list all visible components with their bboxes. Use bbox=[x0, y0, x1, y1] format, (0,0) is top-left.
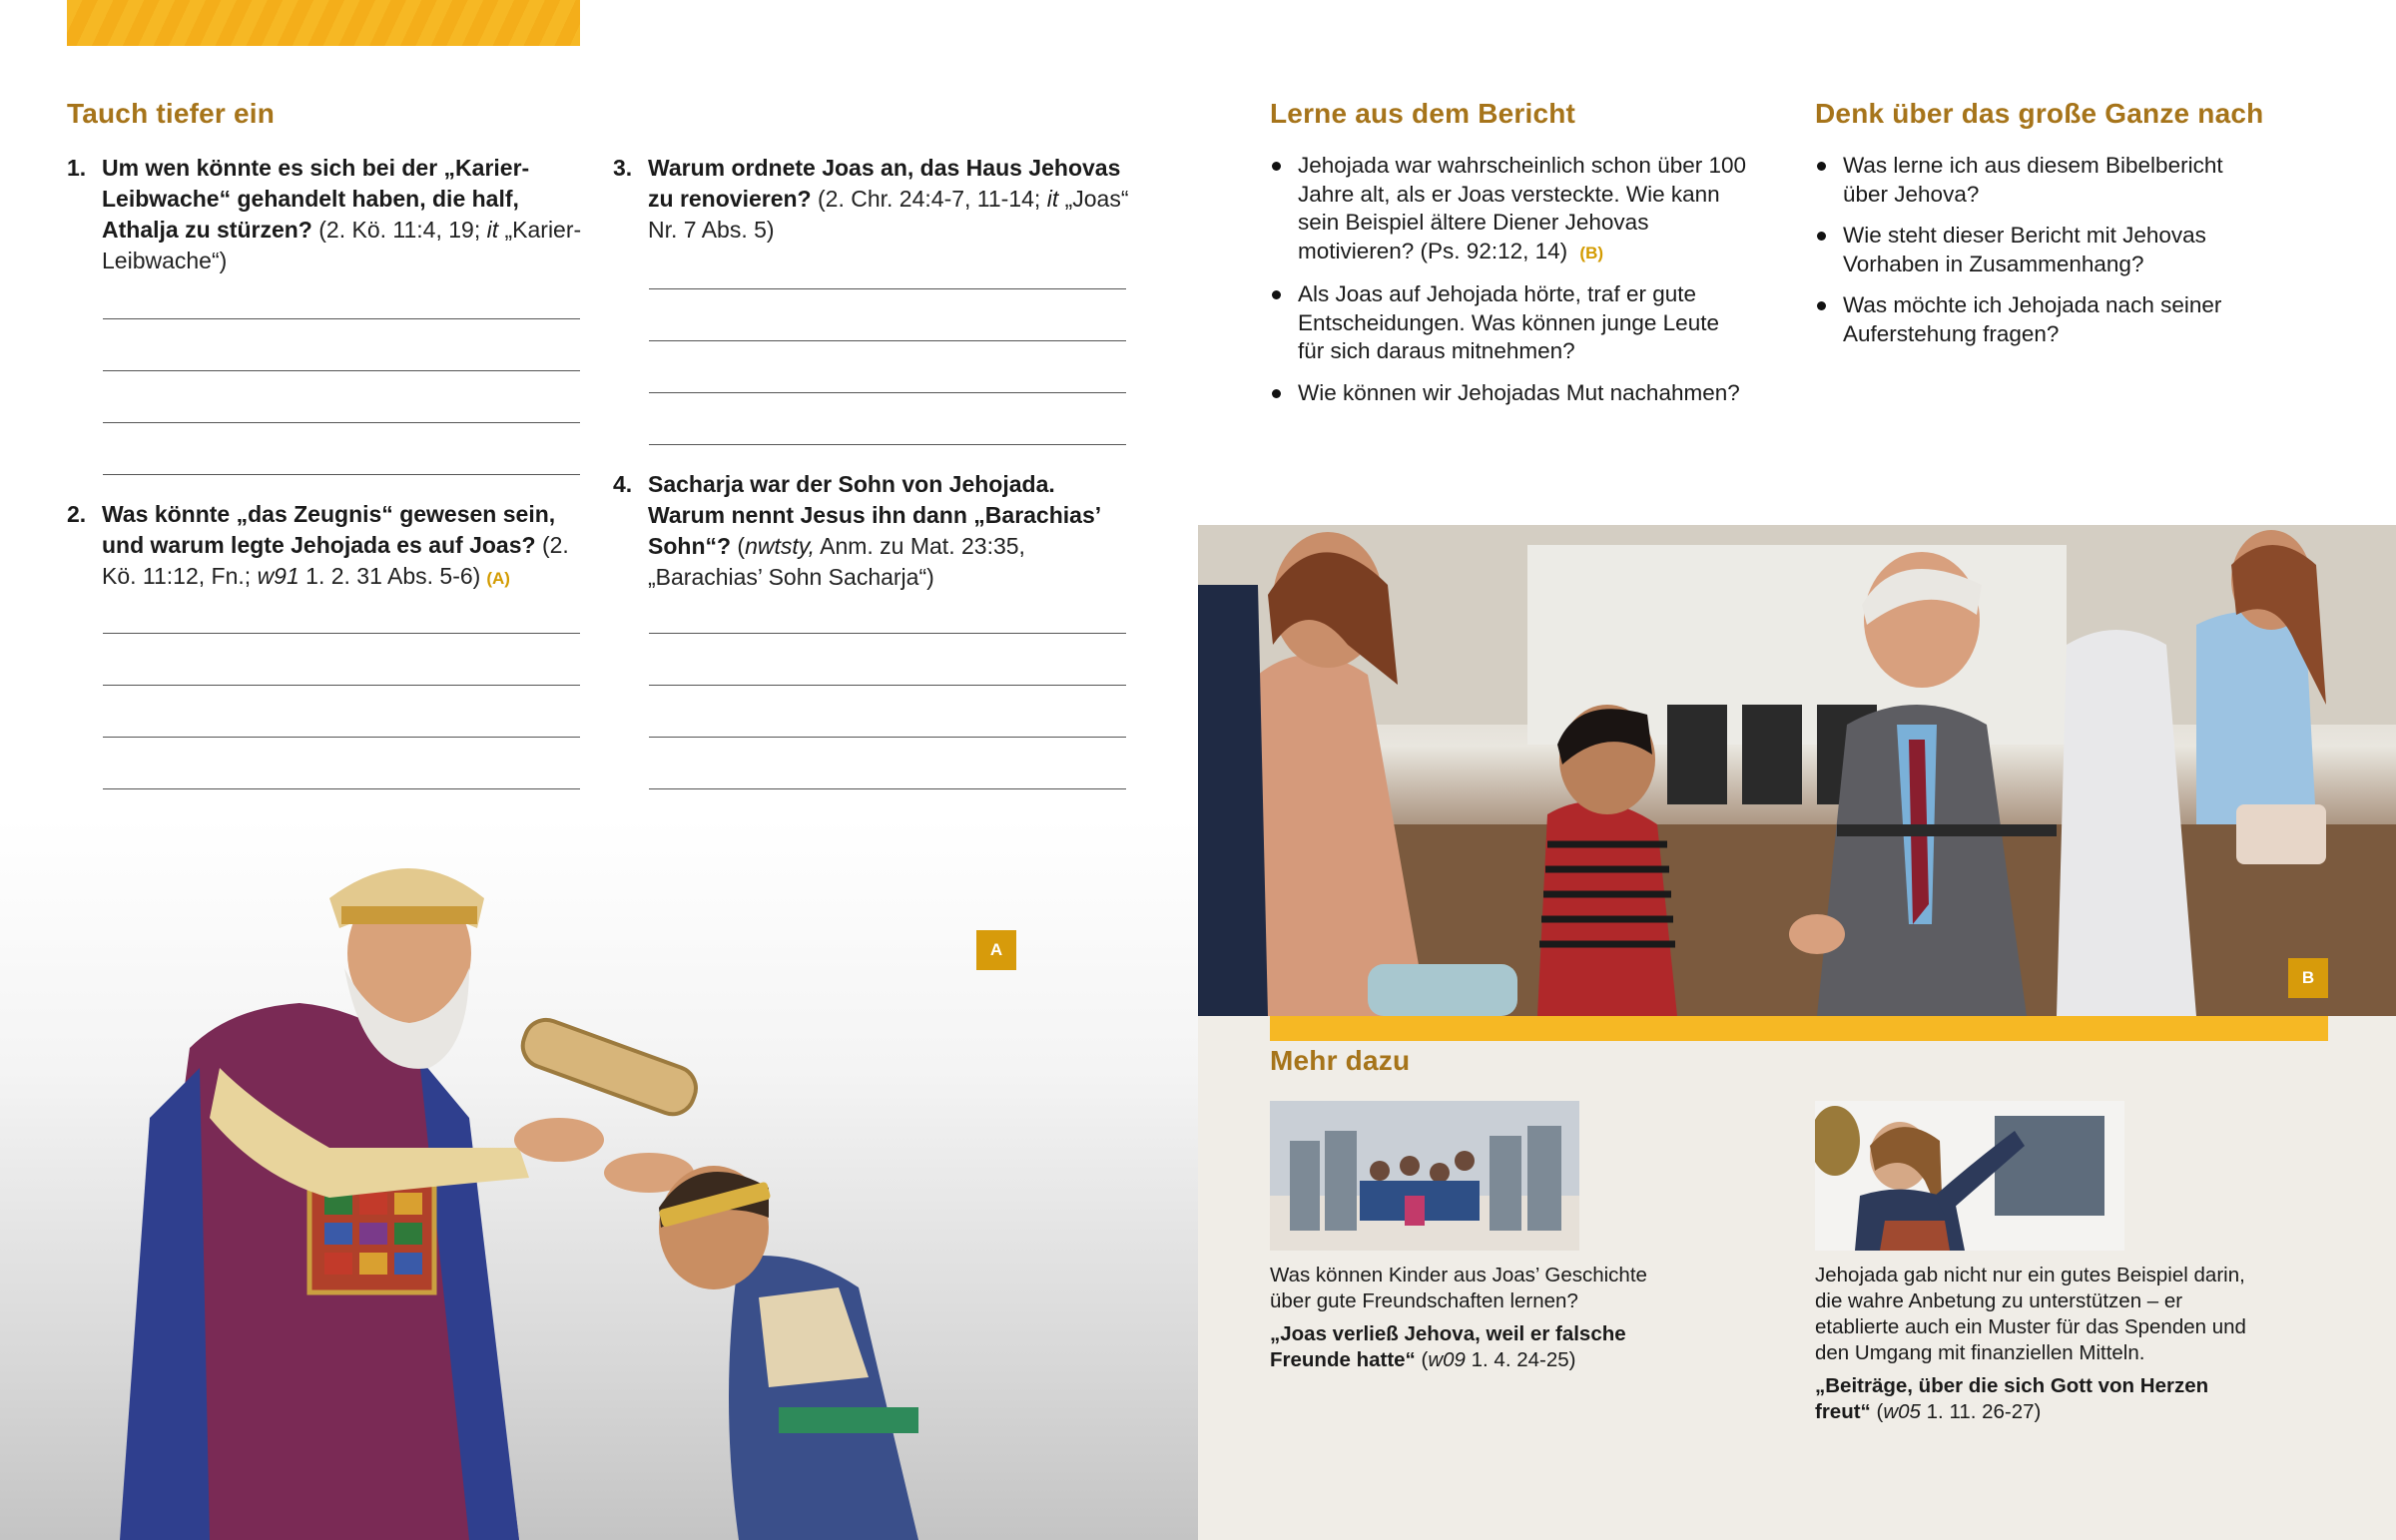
reference-open: ( bbox=[1415, 1348, 1429, 1371]
question-number: 3. bbox=[613, 155, 633, 181]
answer-lines-2[interactable] bbox=[103, 582, 580, 789]
question-number: 2. bbox=[67, 501, 87, 527]
question-1 bbox=[67, 153, 586, 276]
bullet-text: Jehojada war wahrscheinlich schon über 100 Jahre alt, als er Joas versteckte. Wie kann sein Beispiel ältere Diener Jehovas motivieren? (Ps. 92:12, 14) bbox=[1298, 153, 1747, 263]
question-text: Warum ordnete Joas an, das Haus Jehovas zu renovieren? bbox=[648, 155, 1121, 212]
publication-abbrev: w09 bbox=[1428, 1348, 1466, 1371]
publication-abbrev: it bbox=[1046, 186, 1059, 212]
lesson-bullet-list bbox=[1270, 152, 1749, 420]
lesson-bullet: Als Joas auf Jehojada hörte, traf er gute Entscheidungen. Was können junge Leute für sich daraus mitnehmen? bbox=[1270, 280, 1749, 366]
publication-abbrev: w05 bbox=[1883, 1400, 1921, 1423]
question-text: Was könnte „das Zeugnis“ gewesen sein, und warum legte Jehojada es auf Joas? bbox=[102, 501, 556, 558]
question-number: 1. bbox=[67, 155, 87, 181]
more-item-description: Was können Kinder aus Joas’ Geschichte über gute Freundschaften lernen? bbox=[1270, 1264, 1647, 1312]
priest-crowning-boy-illustration bbox=[0, 818, 1198, 1540]
decorative-gold-banner bbox=[67, 0, 580, 46]
question-reference: (2. Kö. 11:12, Fn.; bbox=[102, 532, 569, 589]
answer-lines-3[interactable] bbox=[649, 238, 1126, 445]
publication-abbrev: it bbox=[486, 217, 499, 243]
publication-abbrev: w91 bbox=[257, 563, 300, 589]
answer-lines-4[interactable] bbox=[649, 582, 1126, 789]
publication-abbrev: nwtsty, bbox=[745, 533, 815, 559]
image-tag-a: (A) bbox=[486, 569, 510, 588]
question-text: Um wen könnte es sich bei der „Karier-Leibwache“ gehandelt haben, die half, Athalja zu stürzen? bbox=[102, 155, 530, 243]
question-3 bbox=[613, 153, 1132, 246]
answer-lines-1[interactable] bbox=[103, 267, 580, 475]
reference-open: ( bbox=[1870, 1400, 1884, 1423]
lesson-bullet bbox=[1270, 152, 1749, 267]
question-2 bbox=[67, 499, 596, 594]
photo-elder-greeting-child bbox=[1198, 525, 2396, 1016]
question-text: Sacharja war der Sohn von Jehojada. Warum nennt Jesus ihn dann „Barachias’ Sohn“? bbox=[648, 471, 1100, 559]
image-badge-a: A bbox=[976, 930, 1016, 970]
image-tag-b: (B) bbox=[1579, 243, 1604, 262]
reference-close: 1. 11. 26-27) bbox=[1920, 1400, 2042, 1423]
big-picture-bullet: Wie steht dieser Bericht mit Jehovas Vorhaben in Zusammenhang? bbox=[1815, 222, 2264, 278]
more-info-accent-bar bbox=[1270, 1016, 2328, 1041]
congregation-photo bbox=[1198, 525, 2396, 1016]
question-number: 4. bbox=[613, 471, 633, 497]
reference-close: 1. 4. 24-25) bbox=[1465, 1348, 1576, 1371]
more-item-reference bbox=[1270, 1321, 1649, 1373]
question-reference-end: „Karier-Leibwache“) bbox=[102, 217, 582, 273]
more-item-2 bbox=[1815, 1263, 2254, 1432]
article-link[interactable]: „Beiträge, über die sich Gott von Herzen freut“ bbox=[1815, 1374, 2209, 1423]
question-reference: (2. Chr. 24:4-7, 11-14; bbox=[811, 186, 1047, 212]
thumbnail-joash-friends[interactable] bbox=[1270, 1101, 1579, 1251]
lesson-bullet: Wie können wir Jehojadas Mut nachahmen? bbox=[1270, 379, 1749, 408]
more-item-1 bbox=[1270, 1263, 1649, 1380]
thumbnail-donation-girl[interactable] bbox=[1815, 1101, 2124, 1251]
question-reference-end: 1. 2. 31 Abs. 5-6) bbox=[299, 563, 481, 589]
big-picture-bullet: Was möchte ich Jehojada nach seiner Auferstehung fragen? bbox=[1815, 291, 2264, 348]
donation-box-thumbnail bbox=[1815, 1101, 2124, 1251]
more-item-reference bbox=[1815, 1373, 2254, 1425]
question-reference-end: „Joas“ Nr. 7 Abs. 5) bbox=[648, 186, 1129, 243]
crowd-battle-thumbnail bbox=[1270, 1101, 1579, 1251]
question-reference-end: Anm. zu Mat. 23:35, „Barachias’ Sohn Sacharja“) bbox=[648, 533, 1025, 590]
more-item-description: Jehojada gab nicht nur ein gutes Beispiel darin, die wahre Anbetung zu unterstützen – er etablierte auch ein Muster für das Spenden und den Umgang mit finanziellen Mitteln. bbox=[1815, 1264, 2246, 1364]
big-picture-bullet: Was lerne ich aus diesem Bibelbericht über Jehova? bbox=[1815, 152, 2264, 209]
article-link[interactable]: „Joas verließ Jehova, weil er falsche Freunde hatte“ bbox=[1270, 1322, 1626, 1371]
illustration-jehoiada-and-joash bbox=[0, 818, 1198, 1540]
section-heading-learn: Lerne aus dem Bericht bbox=[1270, 98, 1576, 129]
section-heading-deep-dive: Tauch tiefer ein bbox=[67, 98, 276, 129]
section-heading-more: Mehr dazu bbox=[1270, 1045, 1411, 1076]
question-reference: (2. Kö. 11:4, 19; bbox=[311, 217, 487, 243]
question-4 bbox=[613, 469, 1132, 593]
question-reference: ( bbox=[731, 533, 746, 559]
image-badge-b: B bbox=[2288, 958, 2328, 998]
big-picture-bullet-list bbox=[1815, 152, 2264, 361]
section-heading-big-picture: Denk über das große Ganze nach bbox=[1815, 98, 2264, 129]
